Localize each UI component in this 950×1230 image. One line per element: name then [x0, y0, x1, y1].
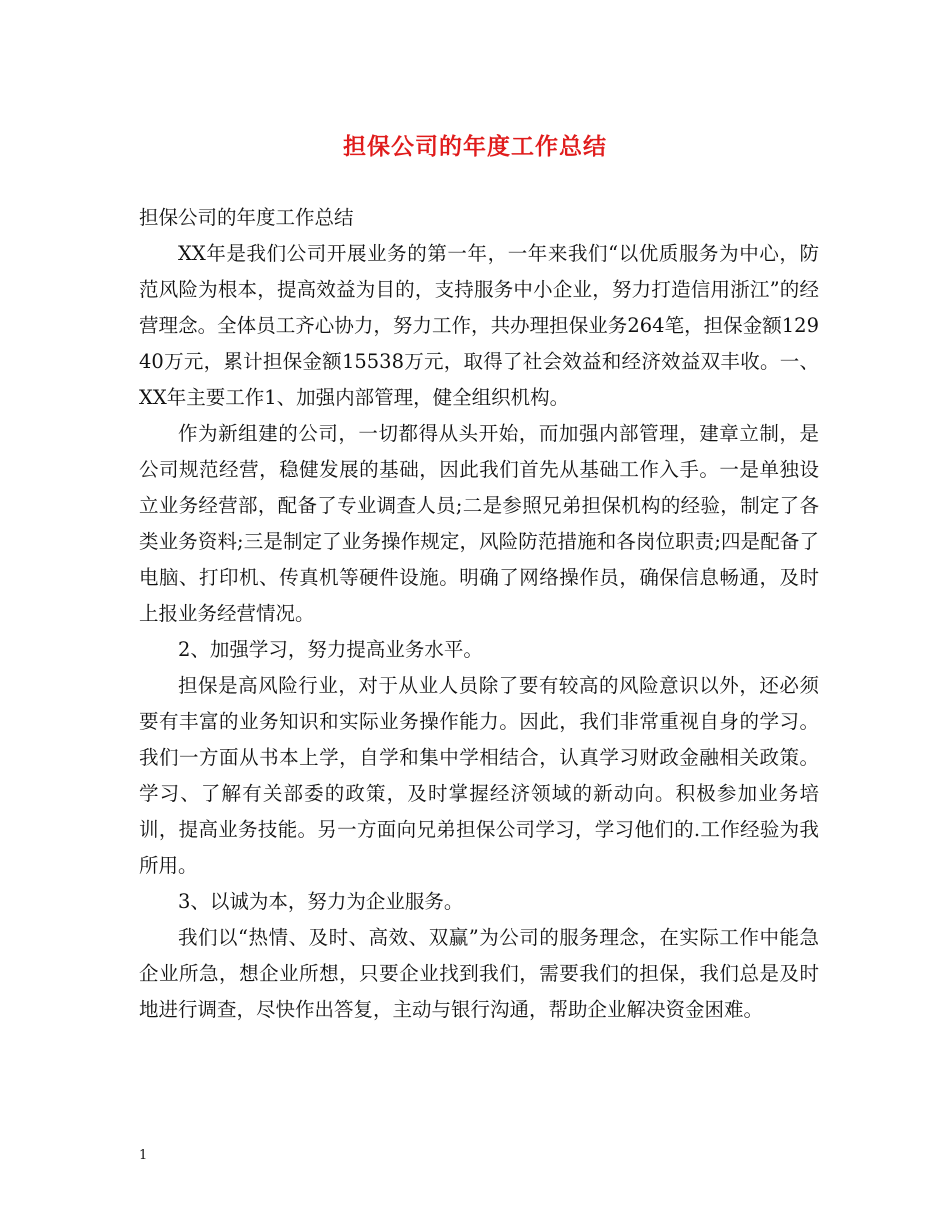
document-subtitle: 担保公司的年度工作总结 — [139, 206, 354, 229]
document-body — [139, 200, 819, 1028]
page-number: 1 — [139, 1148, 148, 1163]
paragraph: 3、以诚为本，努力为企业服务。 — [178, 890, 464, 913]
document-title: 担保公司的年度工作总结 — [343, 133, 607, 160]
paragraph: 担保是高风险行业，对于从业人员除了要有较高的风险意识以外，还必须要有丰富的业务知识和实际业务操作能力。因此，我们非常重视自身的学习。我们一方面从书本上学，自学和集中学相结合，认真学习财政金融相关政策。学习、了解有关部委的政策，及时掌握经济领域的新动向。积极参加业务培训，提高业务技能。另一方面向兄弟担保公司学习，学习他们的.工作经验为我所用。 — [139, 674, 819, 877]
paragraph: 我们以“热情、及时、高效、双赢”为公司的服务理念，在实际工作中能急企业所急，想企业所想，只要企业找到我们，需要我们的担保，我们总是及时地进行调查，尽快作出答复，主动与银行沟通，帮助企业解决资金困难。 — [139, 926, 819, 1021]
paragraph: 2、加强学习，努力提高业务水平。 — [178, 638, 483, 661]
paragraph: 作为新组建的公司，一切都得从头开始，而加强内部管理，建章立制，是公司规范经营，稳健发展的基础，因此我们首先从基础工作入手。一是单独设立业务经营部，配备了专业调查人员;二是参照兄弟担保机构的经验，制定了各类业务资料;三是制定了业务操作规定，风险防范措施和各岗位职责;四是配备了电脑、打印机、传真机等硬件设施。明确了网络操作员，确保信息畅通，及时上报业务经营情况。 — [139, 422, 819, 625]
paragraph: XX年是我们公司开展业务的第一年，一年来我们“以优质服务为中心，防范风险为根本，提高效益为目的，支持服务中小企业，努力打造信用浙江”的经营理念。全体员工齐心协力，努力工作，共办理担保业务264笔，担保金额12940万元，累计担保金额15538万元，取得了社会效益和经济效益双丰收。一、 XX年主要工作1、加强内部管理，健全组织机构。 — [139, 242, 819, 409]
